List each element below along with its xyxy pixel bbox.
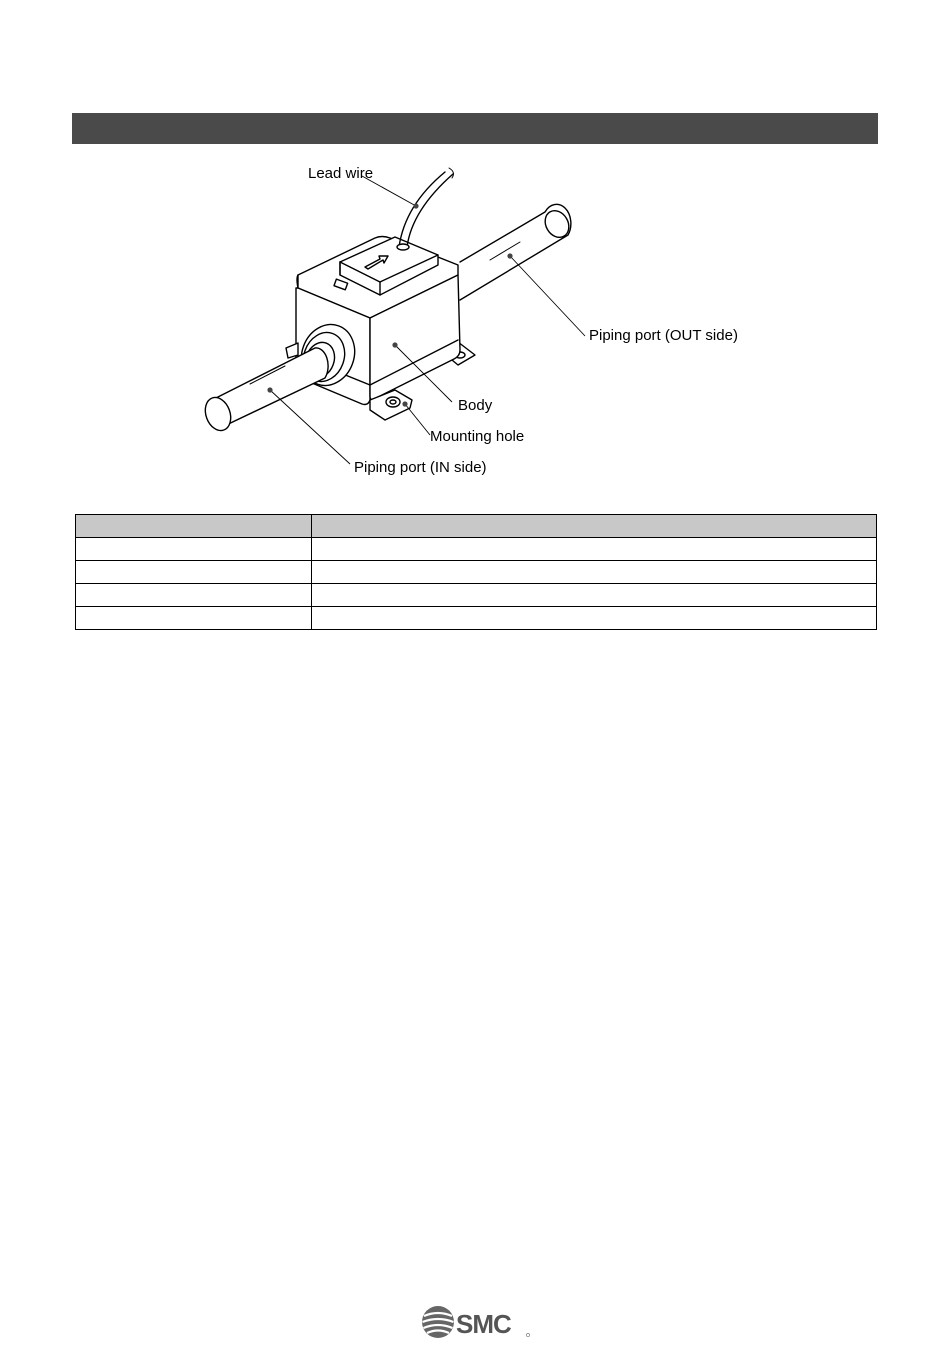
parts-table <box>75 514 877 630</box>
table-row <box>76 584 877 607</box>
table-header-cell <box>312 515 877 538</box>
table-cell <box>76 607 312 630</box>
lead-wire <box>397 168 453 250</box>
callout-mounting-hole: Mounting hole <box>430 428 525 445</box>
table-cell <box>76 561 312 584</box>
table-row <box>76 538 877 561</box>
smc-logo <box>420 1304 532 1340</box>
smc-logo-mark <box>420 1304 532 1340</box>
piping-port-out-pipe <box>460 204 574 300</box>
table-cell <box>76 584 312 607</box>
callout-body: Body <box>458 397 493 414</box>
table-cell <box>312 584 877 607</box>
table-row <box>76 561 877 584</box>
callout-lead-wire: Lead wire <box>308 165 374 182</box>
callout-piping-port-in: Piping port (IN side) <box>354 459 487 476</box>
smc-globe-icon <box>422 1306 454 1338</box>
table-cell <box>76 538 312 561</box>
logo-text: SMC <box>456 1309 511 1339</box>
table-cell <box>312 607 877 630</box>
flow-switch-illustration <box>190 150 770 490</box>
piping-port-in-pipe <box>201 348 328 434</box>
table-header-row <box>76 515 877 538</box>
table-cell <box>312 538 877 561</box>
table-cell <box>312 561 877 584</box>
mounting-foot-left <box>286 343 298 358</box>
section-header-bar <box>72 113 878 144</box>
product-figure <box>190 150 770 490</box>
callout-piping-port-out: Piping port (OUT side) <box>589 327 738 344</box>
table-row <box>76 607 877 630</box>
table-header-cell <box>76 515 312 538</box>
